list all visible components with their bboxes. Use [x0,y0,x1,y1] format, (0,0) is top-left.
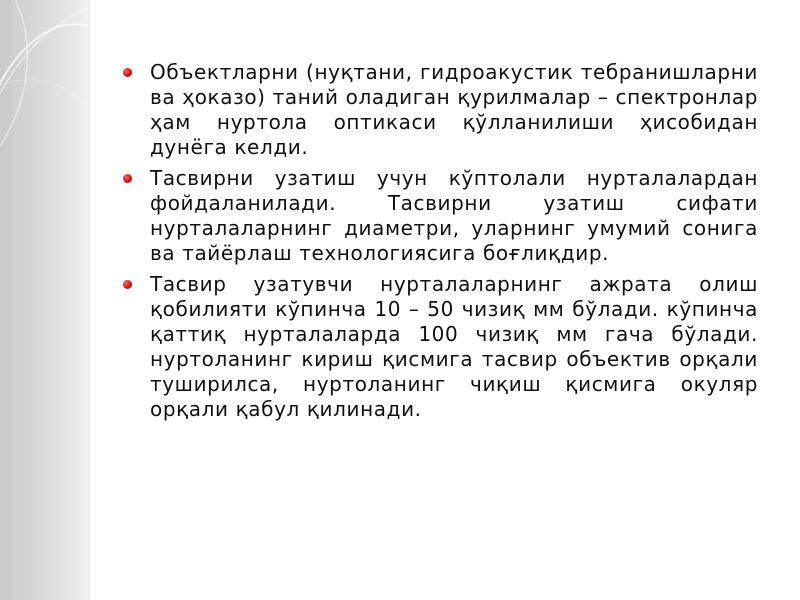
panel-divider [88,0,91,600]
bullet-text: Тасвир узатувчи нурталаларнинг ажрата олиш қобилияти кўпинча 10 – 50 чизиқ мм бўлади. кўпинча қаттиқ нурталаларда 100 чизиқ мм гача бўлади. нуртоланинг кириш қисмига тасвир объектив орқали туширилса, нуртоланинг чиқиш қисмига окуляр орқали қабул қилинади. [150,272,758,421]
bullet-list [118,60,758,422]
decorative-swirl-graphic [0,0,88,600]
bullet-dot-icon [123,68,132,77]
bullet-dot-icon [123,280,132,289]
bullet-item [118,60,758,160]
bullet-item [118,272,758,422]
bullet-dot-icon [123,174,132,183]
slide-content [118,60,758,428]
bullet-text: Объектларни (нуқтани, гидроакустик тебранишларни ва ҳоказо) таний оладиган қурилмалар – спектронлар ҳам нуртола оптикаси қўлланилиши ҳисобидан дунёга келди. [150,60,758,159]
bullet-text: Тасвирни узатиш учун кўптолали нурталалардан фойдаланилади. Тасвирни узатиш сифати нурталаларнинг диаметри, уларнинг умумий сонига ва тайёрлаш технологиясига боғлиқдир. [150,166,758,265]
decorative-side-panel [0,0,88,600]
bullet-item [118,166,758,266]
